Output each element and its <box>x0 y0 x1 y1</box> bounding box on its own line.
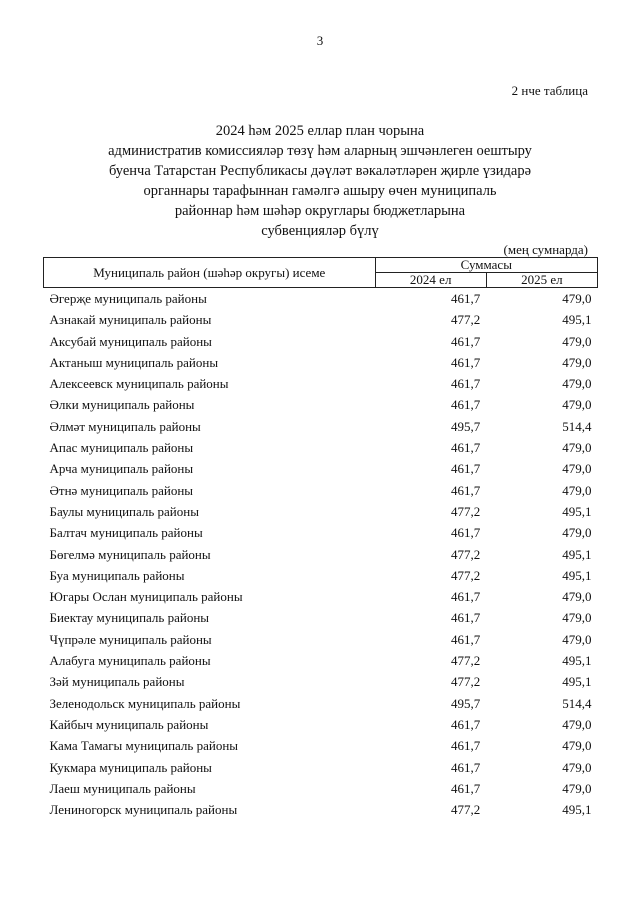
value-2024-cell: 461,7 <box>451 440 481 456</box>
value-2024-cell: 461,7 <box>451 354 481 370</box>
table-row <box>44 480 598 501</box>
table-row <box>44 757 598 778</box>
value-2025-cell: 479,0 <box>562 780 592 796</box>
table-row <box>44 586 598 607</box>
district-name-cell: Зеленодольск муниципаль районы <box>49 695 241 711</box>
value-2024-cell: 461,7 <box>451 291 481 306</box>
table-row <box>44 671 598 692</box>
table-row <box>44 735 598 756</box>
title-line: буенча Татарстан Республикасы дәүләт вәкаләтләрен җирле үзидарә <box>108 163 532 179</box>
table-row <box>44 714 598 735</box>
district-name-cell: Кама Тамагы муниципаль районы <box>49 738 239 754</box>
table-row <box>44 352 598 373</box>
table-row <box>44 799 598 820</box>
value-2024-cell: 477,2 <box>451 802 481 818</box>
table-row <box>44 607 598 628</box>
district-name-cell: Зәй муниципаль районы <box>49 674 185 690</box>
table-row <box>44 778 598 799</box>
value-2024-cell: 461,7 <box>451 738 481 754</box>
header-year-2025: 2025 ел <box>486 273 597 288</box>
value-2025-cell: 479,0 <box>562 440 592 456</box>
value-2025-cell: 495,1 <box>562 653 592 669</box>
value-2025-cell: 479,0 <box>562 610 592 626</box>
district-name-cell: Әлмәт муниципаль районы <box>49 418 201 434</box>
value-2025-cell: 479,0 <box>562 738 592 754</box>
title-line: органнары тарафыннан гамәлгә ашыру өчен муниципаль <box>143 183 497 199</box>
value-2024-cell: 495,7 <box>451 418 481 434</box>
value-2025-cell: 479,0 <box>562 397 592 413</box>
table-body <box>44 288 598 821</box>
district-name-cell: Лениногорск муниципаль районы <box>49 802 238 818</box>
value-2024-cell: 477,2 <box>451 312 481 328</box>
value-2025-cell: 495,1 <box>562 312 592 328</box>
district-name-cell: Кукмара муниципаль районы <box>49 759 212 775</box>
district-name-cell: Әгерҗе муниципаль районы <box>49 291 207 306</box>
value-2025-cell: 479,0 <box>562 482 592 498</box>
value-2024-cell: 461,7 <box>451 482 481 498</box>
value-2024-cell: 461,7 <box>451 716 481 732</box>
table-header <box>44 258 598 288</box>
district-name-cell: Баулы муниципаль районы <box>49 503 199 519</box>
table-row <box>44 288 598 310</box>
value-2025-cell: 479,0 <box>562 461 592 477</box>
subvention-table <box>43 257 598 820</box>
district-name-cell: Алабуга муниципаль районы <box>49 653 211 669</box>
table-row <box>44 693 598 714</box>
table-row <box>44 565 598 586</box>
value-2024-cell: 461,7 <box>451 589 481 605</box>
value-2025-cell: 514,4 <box>562 695 592 711</box>
title-line: районнар һәм шәһәр округлары бюджетларына <box>174 203 466 219</box>
value-2025-cell: 479,0 <box>562 333 592 349</box>
value-2025-cell: 479,0 <box>562 354 592 370</box>
value-2024-cell: 461,7 <box>451 759 481 775</box>
table-row <box>44 458 598 479</box>
district-name-cell: Балтач муниципаль районы <box>49 525 203 541</box>
table-row <box>44 416 598 437</box>
table-row <box>44 309 598 330</box>
table-row <box>44 394 598 415</box>
district-name-cell: Бөгелмә муниципаль районы <box>49 546 211 562</box>
value-2024-cell: 461,7 <box>451 780 481 796</box>
table-row <box>44 373 598 394</box>
district-name-cell: Актаныш муниципаль районы <box>49 354 219 370</box>
table-row <box>44 544 598 565</box>
value-2025-cell: 495,1 <box>562 546 592 562</box>
district-name-cell: Әтнә муниципаль районы <box>49 482 194 498</box>
value-2025-cell: 479,0 <box>562 291 592 306</box>
district-name-cell: Буа муниципаль районы <box>49 567 185 583</box>
value-2024-cell: 477,2 <box>451 674 481 690</box>
header-year-2024: 2024 ел <box>375 273 486 288</box>
value-2024-cell: 461,7 <box>451 610 481 626</box>
district-name-cell: Лаеш муниципаль районы <box>49 780 196 796</box>
value-2024-cell: 461,7 <box>451 376 481 392</box>
district-name-cell: Кайбыч муниципаль районы <box>49 716 209 732</box>
page-number: 3 <box>316 33 324 48</box>
district-name-cell: Әлки муниципаль районы <box>49 397 195 413</box>
value-2025-cell: 495,1 <box>562 674 592 690</box>
title-line: административ комиссияләр төзү һәм аларның эшчәнлеген оештыру <box>108 143 532 159</box>
value-2025-cell: 479,0 <box>562 525 592 541</box>
district-name-cell: Биектау муниципаль районы <box>49 610 210 626</box>
value-2025-cell: 495,1 <box>562 802 592 818</box>
table-row <box>44 331 598 352</box>
district-name-cell: Азнакай муниципаль районы <box>49 312 212 328</box>
value-2024-cell: 461,7 <box>451 397 481 413</box>
unit-note: (мең сумнарда) <box>503 242 588 257</box>
table-row <box>44 522 598 543</box>
header-sum: Суммасы <box>375 258 597 273</box>
district-name-cell: Апас муниципаль районы <box>49 440 194 456</box>
value-2025-cell: 495,1 <box>562 567 592 583</box>
value-2024-cell: 477,2 <box>451 567 481 583</box>
district-name-cell: Арча муниципаль районы <box>49 461 194 477</box>
document-title <box>60 121 580 241</box>
value-2024-cell: 461,7 <box>451 631 481 647</box>
table-row <box>44 650 598 671</box>
value-2024-cell: 461,7 <box>451 461 481 477</box>
table-row <box>44 501 598 522</box>
header-name: Муниципаль район (шәһәр округы) исеме <box>44 258 376 288</box>
table-row <box>44 629 598 650</box>
district-name-cell: Югары Ослан муниципаль районы <box>49 589 243 605</box>
title-line: субвенцияләр бүлү <box>261 223 379 239</box>
value-2025-cell: 479,0 <box>562 631 592 647</box>
table-label: 2 нче таблица <box>511 83 588 98</box>
value-2024-cell: 461,7 <box>451 525 481 541</box>
title-line: 2024 һәм 2025 еллар план чорына <box>215 123 425 139</box>
district-name-cell: Аксубай муниципаль районы <box>49 333 212 349</box>
value-2024-cell: 477,2 <box>451 546 481 562</box>
value-2024-cell: 495,7 <box>451 695 481 711</box>
value-2025-cell: 514,4 <box>562 418 592 434</box>
value-2025-cell: 495,1 <box>562 503 592 519</box>
value-2024-cell: 477,2 <box>451 653 481 669</box>
value-2025-cell: 479,0 <box>562 376 592 392</box>
table-row <box>44 437 598 458</box>
district-name-cell: Алексеевск муниципаль районы <box>49 376 229 392</box>
value-2025-cell: 479,0 <box>562 589 592 605</box>
value-2025-cell: 479,0 <box>562 716 592 732</box>
value-2024-cell: 461,7 <box>451 333 481 349</box>
district-name-cell: Чүпрәле муниципаль районы <box>49 631 212 647</box>
value-2025-cell: 479,0 <box>562 759 592 775</box>
value-2024-cell: 477,2 <box>451 503 481 519</box>
